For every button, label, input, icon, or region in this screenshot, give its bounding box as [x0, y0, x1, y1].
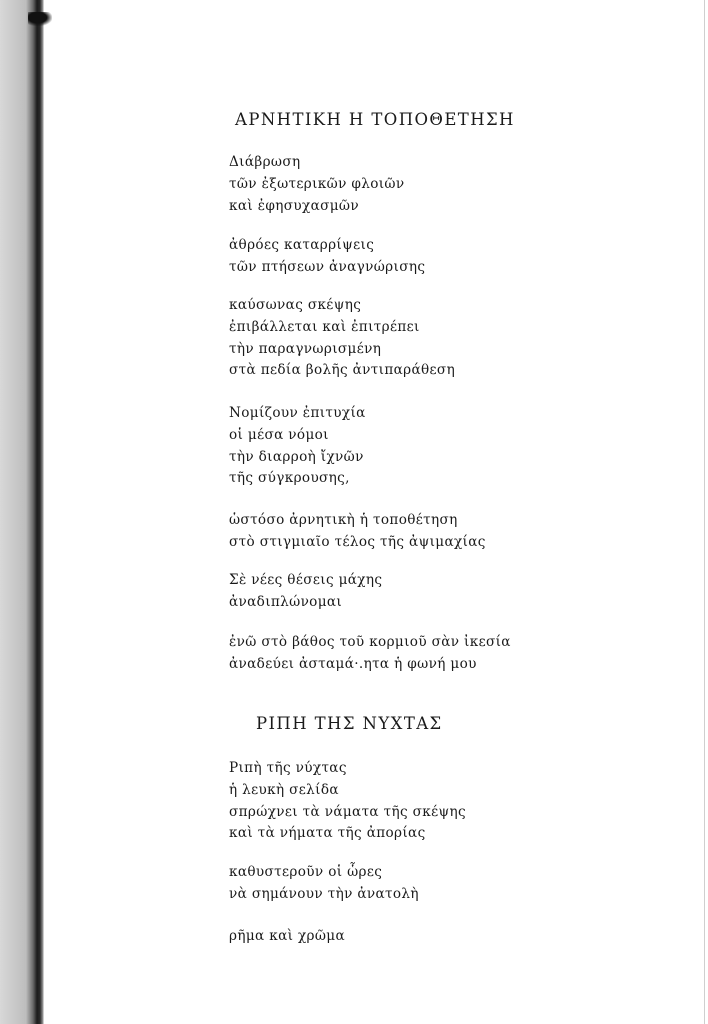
poem-line: ρῆμα καὶ χρῶμα: [229, 928, 346, 944]
poem-line: τῶν ἐξωτερικῶν φλοιῶν: [229, 175, 405, 192]
poem-line: ἀθρόες καταρρίψεις: [229, 237, 375, 253]
poem-2-stanza-1: [229, 758, 466, 845]
poem-line: ἐπιβάλλεται καὶ ἐπιτρέπει: [229, 318, 420, 335]
poem-1-stanza-5: [229, 510, 486, 554]
poem-line: Σὲ νέες θέσεις μάχης: [229, 572, 383, 588]
poem-line: τῆς σύγκρουσης,: [229, 470, 350, 487]
poem-line: καὶ ἐφησυχασμῶν: [229, 197, 359, 214]
poem-line: ἀναδιπλώνομαι: [229, 593, 343, 610]
page-right-edge: [704, 0, 705, 1024]
book-binding-shadow: [0, 0, 44, 1024]
poem-1-stanza-7: [229, 632, 511, 676]
poem-line: ὡστόσο ἀρνητικὴ ἡ τοποθέτηση: [229, 512, 458, 528]
poem-1-stanza-3: [229, 295, 455, 382]
poem-line: τῶν πτήσεων ἀναγνώρισης: [229, 258, 426, 275]
poem-line: Διάβρωση: [229, 154, 301, 170]
poem-line: στὰ πεδία βολῆς ἀντιπαράθεση: [229, 362, 456, 379]
poem-line: τὴν παραγνωρισμένη: [229, 340, 382, 357]
poem-line: οἱ μέσα νόμοι: [229, 426, 329, 443]
poem-line: ἀναδεύει ἀσταμά·.ητα ἡ φωνή μου: [229, 655, 477, 672]
poem-line: ἐνῶ στὸ βάθος τοῦ κορμιοῦ σὰν ἰκεσία: [229, 634, 511, 650]
poem-1-stanza-1: [229, 152, 404, 217]
poem-line: καθυστεροῦν οἱ ὧρες: [229, 864, 383, 880]
poem-line: καὶ τὰ νήματα τῆς ἀπορίας: [229, 825, 426, 842]
poem-line: καύσωνας σκέψης: [229, 297, 362, 313]
poem-line: Νομίζουν ἐπιτυχία: [229, 405, 366, 421]
poem-line: ἡ λευκὴ σελίδα: [229, 781, 339, 798]
poem-line: τὴν διαρροὴ ἴχνῶν: [229, 448, 364, 465]
poem-2-stanza-3: [229, 926, 345, 948]
poem-line: σπρώχνει τὰ νάματα τῆς σκέψης: [229, 803, 466, 820]
poem-line: Ριπὴ τῆς νύχτας: [229, 760, 347, 776]
poem-1-stanza-2: [229, 235, 425, 279]
poem-line: στὸ στιγμιαῖο τέλος τῆς ἀψιμαχίας: [229, 533, 486, 550]
poem-1-stanza-4: [229, 403, 366, 490]
poem-line: νὰ σημάνουν τὴν ἀνατολὴ: [229, 885, 419, 902]
poem-1-title: ΑΡΝΗΤΙΚΗ Η ΤΟΠΟΘΕΤΗΣΗ: [235, 110, 515, 129]
poem-1-stanza-6: [229, 570, 382, 614]
poem-2-title: ΡΙΠΗ ΤΗΣ ΝΥΧΤΑΣ: [256, 714, 443, 733]
poem-2-stanza-2: [229, 862, 419, 906]
binding-corner-mark: [28, 12, 52, 26]
